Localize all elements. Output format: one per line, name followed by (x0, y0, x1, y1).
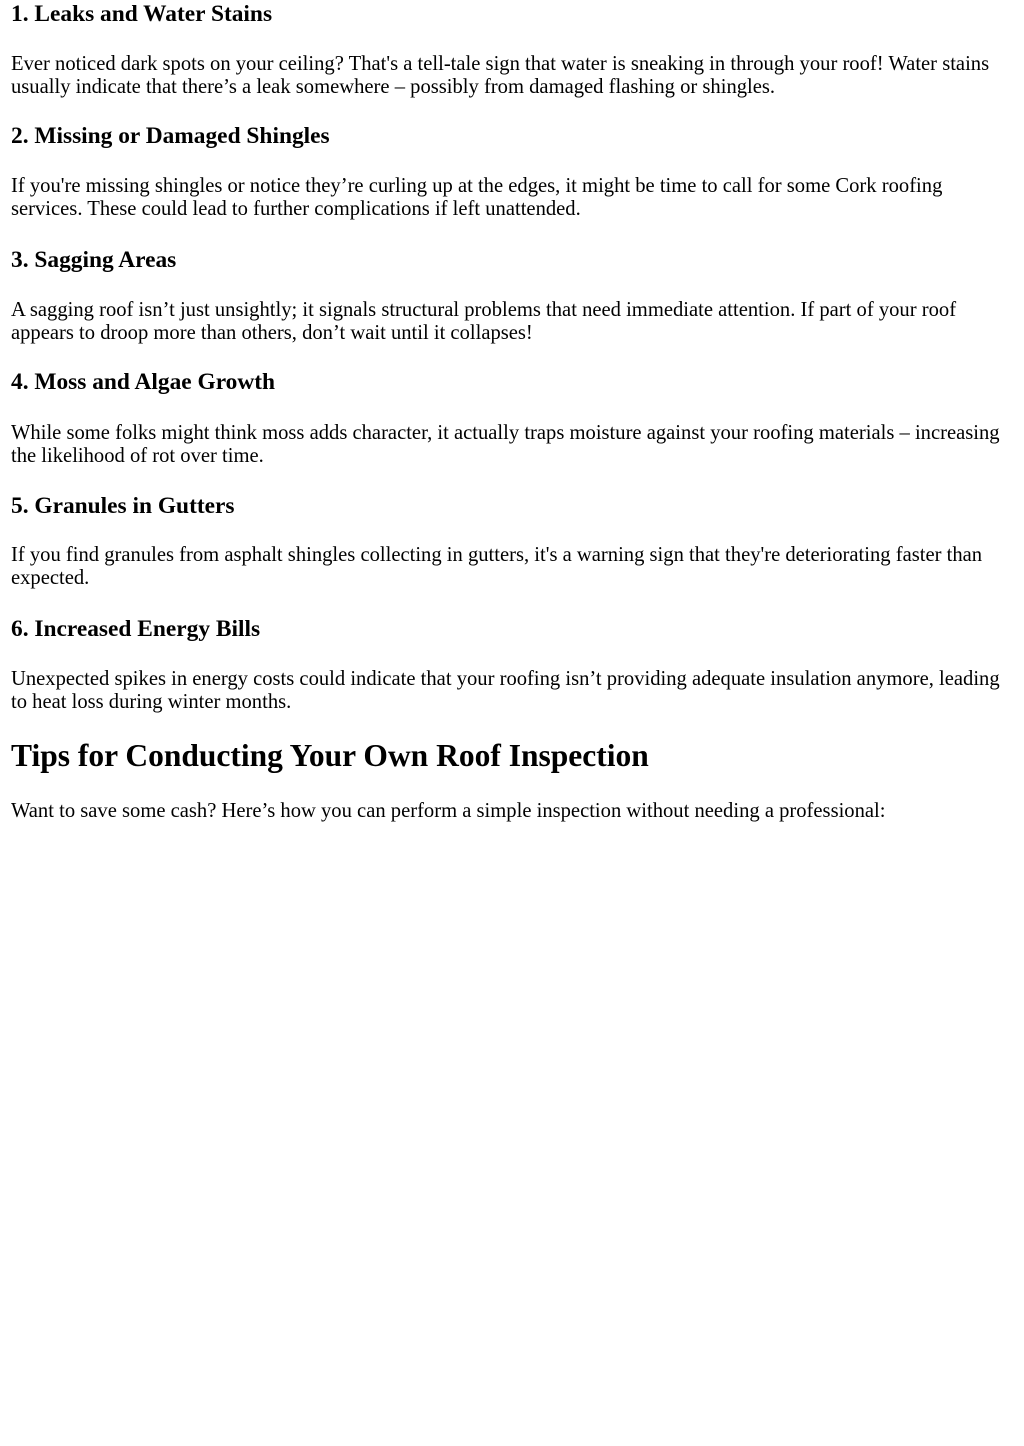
section-body-sagging: A sagging roof isn’t just unsightly; it signals structural problems that need immediate attention. If part of your roof appears to droop more than others, don’t wait until it collapses! (11, 299, 957, 345)
section-body-leaks: Ever noticed dark spots on your ceiling? That's a tell-tale sign that water is sneaking in through your roof! Water stains usually indicate that there’s a leak somewhere – possibly from damaged flashing or shingles. (11, 53, 990, 99)
section-heading-granules: 5. Granules in Gutters (11, 493, 235, 519)
section-body-granules: If you find granules from asphalt shingles collecting in gutters, it's a warning sign that they're deteriorating faster than expected. (11, 544, 983, 590)
section-body-moss: While some folks might think moss adds character, it actually traps moisture against your roofing materials – increasing the likelihood of rot over time. (11, 422, 1000, 468)
section-heading-moss: 4. Moss and Algae Growth (11, 369, 276, 395)
section-heading-sagging: 3. Sagging Areas (11, 247, 177, 273)
section-heading-leaks: 1. Leaks and Water Stains (11, 1, 273, 27)
tips-intro: Want to save some cash? Here’s how you can perform a simple inspection without needing a professional: (11, 800, 886, 822)
section-body-energy: Unexpected spikes in energy costs could indicate that your roofing isn’t providing adequate insulation anymore, leading to heat loss during winter months. (11, 668, 1000, 714)
section-body-shingles: If you're missing shingles or notice they’re curling up at the edges, it might be time to call for some Cork roofing services. These could lead to further complications if left unattended. (11, 175, 943, 221)
section-heading-shingles: 2. Missing or Damaged Shingles (11, 123, 330, 149)
tips-heading: Tips for Conducting Your Own Roof Inspection (11, 738, 649, 773)
section-heading-energy: 6. Increased Energy Bills (11, 616, 261, 642)
